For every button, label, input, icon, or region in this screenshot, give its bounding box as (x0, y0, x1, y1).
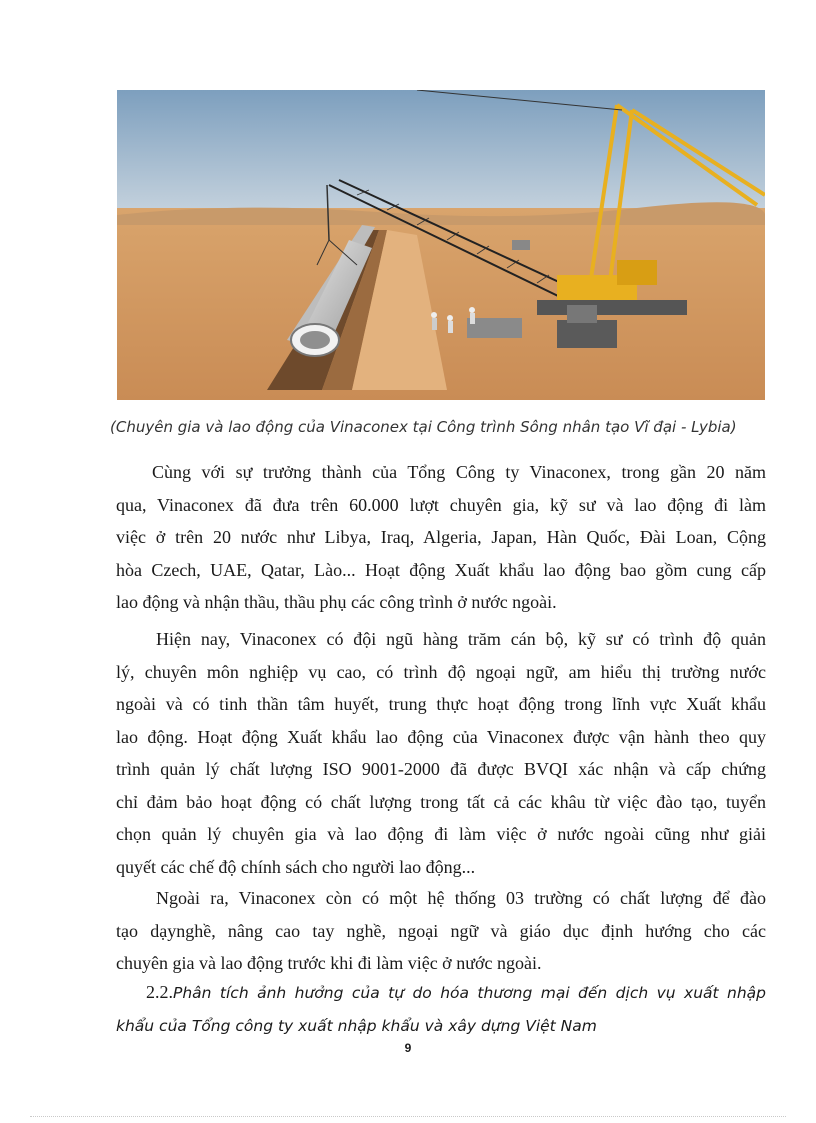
section-heading (116, 976, 766, 1042)
photo-caption: (Chuyên gia và lao động của Vinaconex tại Công trình Sông nhân tạo Vĩ đại - Lybia) (110, 418, 737, 436)
page-number: 9 (404, 1041, 412, 1055)
paragraph-line: việc ở trên 20 nước như Libya, Iraq, Algeria, Japan, Hàn Quốc, Đài Loan, Cộng (116, 527, 766, 547)
paragraph-line: chỉ đảm bảo hoạt động có chất lượng trong tất cả các khâu từ việc đào tạo, tuyển (116, 791, 766, 812)
paragraph-line: lao động. Hoạt động Xuất khẩu lao động của Vinaconex được vận hành theo quy (116, 726, 766, 747)
section-number: 2.2. (146, 982, 173, 1002)
paragraph-line: quyết các chế độ chính sách cho người lao động... (116, 856, 476, 877)
section-heading-line (116, 976, 766, 1010)
paragraph-line: tạo dạynghề, nâng cao tay nghề, ngoại ngữ và giáo dục định hướng cho các (116, 920, 766, 941)
paragraph-line: trình quản lý chất lượng ISO 9001-2000 đã được BVQI xác nhận và cấp chứng (116, 759, 766, 779)
paragraph-export-history (116, 456, 766, 619)
paragraph-training-schools (116, 882, 766, 980)
page-divider (30, 1116, 786, 1117)
pipeline-crane-photo (117, 90, 765, 400)
paragraph-line: Cùng với sự trưởng thành của Tổng Công ty Vinaconex, trong gần 20 năm (152, 462, 766, 482)
section-title-part2: khẩu của Tổng công ty xuất nhập khẩu và xây dựng Việt Nam (116, 1016, 597, 1035)
paragraph-line: chuyên gia và lao động trước khi đi làm việc ở nước ngoài. (116, 953, 542, 973)
paragraph-line: lý, chuyên môn nghiệp vụ cao, có trình độ ngoại ngữ, am hiểu thị trường nước (116, 661, 766, 682)
paragraph-line: lao động và nhận thầu, thầu phụ các công trình ở nước ngoài. (116, 592, 557, 612)
paragraph-staff-quality (116, 623, 766, 883)
section-title-part1: Phân tích ảnh hưởng của tự do hóa thương mại đến dịch vụ xuất nhập (173, 984, 766, 1002)
paragraph-line: chọn quản lý chuyên gia và lao động đi làm việc ở nước ngoài cũng như giải (116, 824, 766, 844)
paragraph-line: ngoài và có tinh thần tâm huyết, trung thực hoạt động trong lĩnh vực Xuất khẩu (116, 694, 766, 714)
crane-pipeline-icon (117, 90, 765, 400)
paragraph-line: qua, Vinaconex đã đưa trên 60.000 lượt chuyên gia, kỹ sư và lao động đi làm (116, 494, 766, 515)
paragraph-line: Hiện nay, Vinaconex có đội ngũ hàng trăm cán bộ, kỹ sư có trình độ quản (156, 629, 766, 649)
paragraph-line: hòa Czech, UAE, Qatar, Lào... Hoạt động Xuất khẩu lao động bao gồm cung cấp (116, 559, 766, 580)
paragraph-line: Ngoài ra, Vinaconex còn có một hệ thống 03 trường có chất lượng để đào (156, 888, 766, 908)
